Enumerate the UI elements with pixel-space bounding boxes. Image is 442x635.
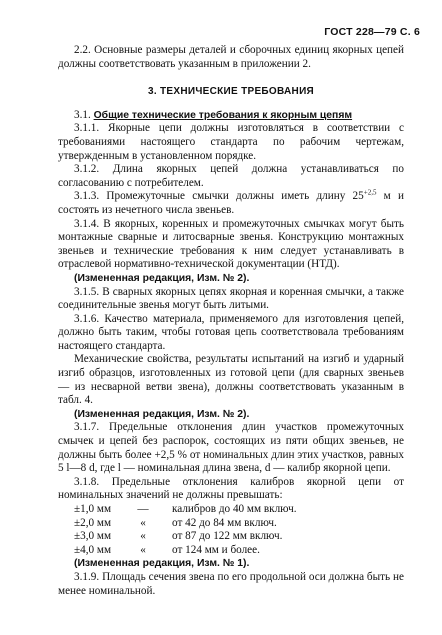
paragraph-3-1-number: 3.1. — [74, 108, 91, 121]
tolerance-row — [58, 503, 404, 517]
tolerance-range: от 124 мм и более. — [172, 543, 260, 556]
paragraph-3-1-6: 3.1.6. Качество материала, применяемого для изготовления цепей, должно быть таким, чтобы готовая цепь соответствовала требованиям настоящего стандарта. — [58, 312, 404, 352]
tolerance-range: калибров до 40 мм включ. — [172, 503, 297, 515]
tolerance-value: ±3,0 мм — [74, 530, 112, 543]
edit-note-1: (Измененная редакция, Изм. № 2). — [74, 272, 250, 284]
paragraph-3-1-2: 3.1.2. Длина якорных цепей должна устанавливаться по согласованию с потребителем. — [58, 163, 404, 189]
paragraph-3-1-8: 3.1.8. Предельные отклонения калибров якорной цепи от номинальных значений не должны превышать: — [58, 475, 404, 502]
paragraph-3-1-1: 3.1.1. Якорные цепи должны изготовляться в соответствии с требованиями настоящего стандарта по рабочим чертежам, утвержденным в установленном порядке. — [58, 122, 404, 162]
tolerance-ditto: — — [137, 503, 149, 515]
edit-note-2: (Измененная редакция, Изм. № 2). — [74, 408, 250, 420]
tolerance-range: от 87 до 122 мм включ. — [172, 530, 283, 543]
document-body — [58, 44, 404, 598]
paragraph-mechanical-properties: Механические свойства, результаты испытаний на изгиб и ударный изгиб образцов, изготовленных из готовой цепи (для сварных звеньев — из несварной ветви звена), должны соответствовать указанным в табл. 4. — [58, 353, 404, 407]
page-header: ГОСТ 228—79 С. 6 — [324, 26, 420, 38]
paragraph-3-1-4: 3.1.4. В якорных, коренных и промежуточных смычках могут быть монтажные сварные и литосварные звенья. Конструкцию монтажных звеньев и технические требования к ним следует устанавливать в отраслевой нормативно-технической документации (НТД). — [58, 217, 404, 271]
edit-note-3: (Измененная редакция, Изм. № 1). — [74, 558, 250, 570]
tolerance-ditto: « — [140, 516, 146, 529]
tolerance-value: ±1,0 мм — [74, 503, 112, 515]
paragraph-3-1-title: Общие технические требования к якорным цепям — [93, 109, 353, 121]
tolerance-value: ±4,0 мм — [74, 543, 112, 556]
tolerance-ditto: « — [140, 543, 146, 556]
paragraph-3-1-5: 3.1.5. В сварных якорных цепях якорная и коренная смычки, а также соединительные звенья могут быть литыми. — [58, 285, 404, 312]
length-tolerance-superscript: +2,5 — [363, 188, 377, 197]
paragraph-3-1-3-text-a: 3.1.3. Промежуточные смычки должны иметь длину 25 — [74, 190, 364, 203]
paragraph-3-1-3 — [58, 190, 404, 217]
paragraph-3-1-3-text-b: м и состоять из нечетного числа звеньев. — [58, 190, 404, 216]
tolerance-value: ±2,0 мм — [74, 516, 112, 529]
paragraph-3-1-9: 3.1.9. Площадь сечения звена по его продольной оси должна быть не менее номинальной. — [58, 570, 404, 597]
tolerance-ditto: « — [140, 530, 146, 543]
tolerance-row — [58, 530, 404, 544]
tolerance-list — [58, 503, 404, 557]
tolerance-row — [58, 544, 404, 558]
tolerance-row — [58, 517, 404, 531]
tolerance-range: от 42 до 84 мм включ. — [172, 516, 277, 529]
section-title: 3. ТЕХНИЧЕСКИЕ ТРЕБОВАНИЯ — [147, 86, 315, 98]
paragraph-3-1 — [58, 109, 404, 123]
paragraph-2-2: 2.2. Основные размеры деталей и сборочных единиц якорных цепей должны соответствовать указанным в приложении 2. — [58, 44, 404, 70]
paragraph-3-1-7: 3.1.7. Предельные отклонения длин участков промежуточных смычек и цепей без распорок, состоящих из пяти общих звеньев, не должны быть более +2,5 % от номинальных длин этих участков, равных 5 l—8 d, где l — номинальная длина звена, d — калибр якорной цепи. — [58, 421, 404, 475]
